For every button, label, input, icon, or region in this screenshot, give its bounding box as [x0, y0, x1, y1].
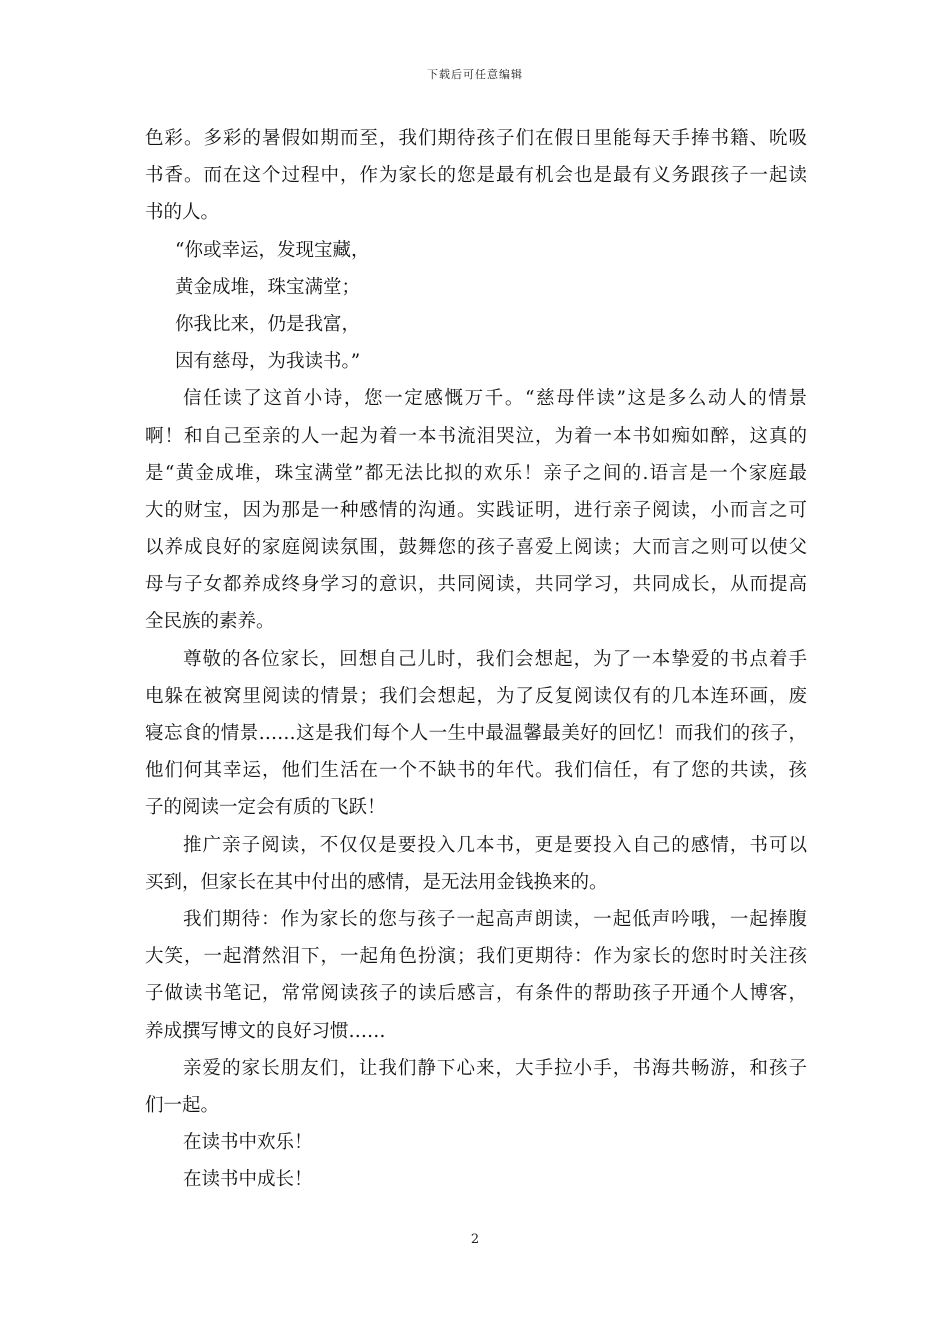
document-body	[145, 120, 807, 1198]
body-line: 信任读了这首小诗，您一定感慨万千。“慈母伴读”这是多么动人的情景	[183, 388, 807, 410]
body-line: 亲爱的家长朋友们，让我们静下心来，大手拉小手，书海共畅游，和孩子	[183, 1057, 807, 1079]
body-line: 以养成良好的家庭阅读氛围，鼓舞您的孩子喜爱上阅读；大而言之则可以使父	[145, 537, 807, 559]
closing-line: 在读书中成长！	[183, 1169, 313, 1191]
body-line: 色彩。多彩的暑假如期而至，我们期待孩子们在假日里能每天手捧书籍、吮吸	[145, 128, 807, 149]
body-line: 我们期待：作为家长的您与孩子一起高声朗读，一起低声吟哦，一起捧腹	[183, 908, 807, 930]
body-line: 大的财宝，因为那是一种感情的沟通。实践证明，进行亲子阅读，小而言之可	[145, 499, 807, 521]
body-line: 尊敬的各位家长，回想自己儿时，我们会想起，为了一本挚爱的书点着手	[183, 648, 807, 670]
body-line: 全民族的素养。	[145, 611, 275, 633]
body-line: 寝忘食的情景……这是我们每个人一生中最温馨最美好的回忆！而我们的孩子，	[145, 723, 807, 744]
body-line: 推广亲子阅读，不仅仅是要投入几本书，更是要投入自己的感情，书可以	[183, 834, 807, 856]
body-line: 买到，但家长在其中付出的感情，是无法用金钱换来的。	[145, 871, 608, 893]
closing-line: 在读书中欢乐！	[183, 1132, 313, 1154]
page-number: 2	[470, 1232, 480, 1247]
body-line: 啊！和自己至亲的人一起为着一本书流泪哭泣，为着一本书如痴如醉，这真的	[145, 425, 807, 447]
body-line: 子的阅读一定会有质的飞跃！	[145, 797, 386, 819]
poem-line: 你我比来，仍是我富，	[175, 313, 361, 335]
body-line: 是“黄金成堆，珠宝满堂”都无法比拟的欢乐！亲子之间的.语言是一个家庭最	[145, 462, 807, 484]
body-line: 电躲在被窝里阅读的情景；我们会想起，为了反复阅读仅有的几本连环画，废	[145, 685, 807, 707]
body-line: 母与子女都养成终身学习的意识，共同阅读，共同学习，共同成长，从而提高	[145, 574, 807, 596]
page-header-note: 下载后可任意编辑	[427, 68, 523, 81]
body-line: 书香。而在这个过程中，作为家长的您是最有机会也是最有义务跟孩子一起读	[145, 165, 807, 187]
poem-line: 黄金成堆，珠宝满堂；	[175, 276, 361, 298]
body-line: 养成撰写博文的良好习惯……	[145, 1020, 386, 1042]
poem-line: “你或幸运，发现宝藏，	[175, 239, 370, 261]
body-line: 大笑，一起潸然泪下，一起角色扮演；我们更期待：作为家长的您时时关注孩	[145, 946, 807, 968]
body-line: 们一起。	[145, 1094, 220, 1116]
body-line: 子做读书笔记，常常阅读孩子的读后感言，有条件的帮助孩子开通个人博客，	[145, 983, 807, 1005]
body-line: 书的人。	[145, 202, 220, 224]
poem-line: 因有慈母，为我读书。”	[175, 351, 361, 373]
body-line: 他们何其幸运，他们生活在一个不缺书的年代。我们信任，有了您的共读，孩	[145, 760, 807, 782]
